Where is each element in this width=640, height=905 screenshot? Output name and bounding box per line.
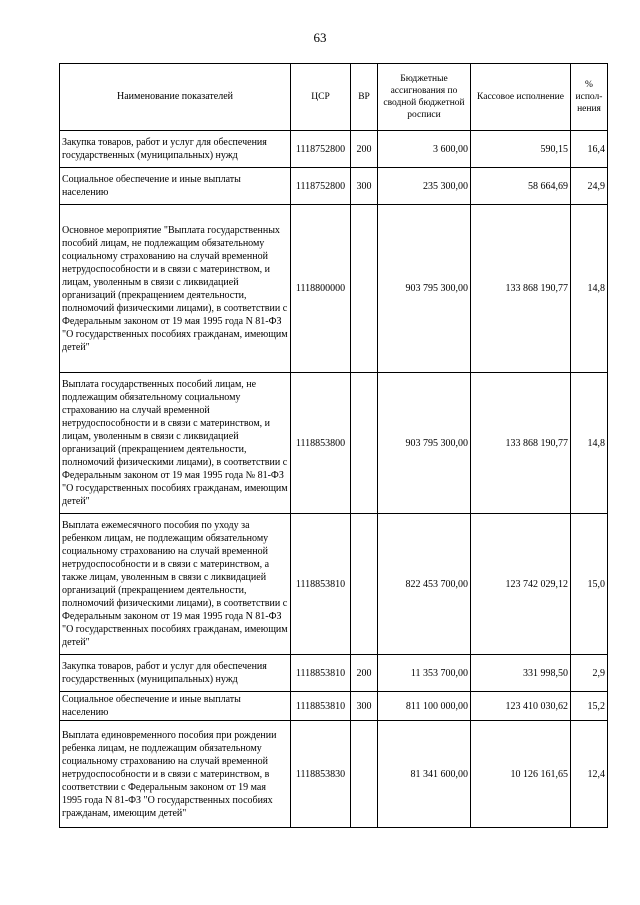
row-csr: 1118752800 — [291, 168, 351, 205]
row-cash: 590,15 — [471, 131, 571, 168]
row-csr: 1118752800 — [291, 131, 351, 168]
row-budget: 811 100 000,00 — [378, 692, 471, 721]
row-percent: 14,8 — [571, 373, 608, 514]
row-name: Закупка товаров, работ и услуг для обеспечения государственных (муниципальных) нужд — [60, 655, 291, 692]
table-row — [60, 131, 608, 168]
row-name: Основное мероприятие "Выплата государственных пособий лицам, не подлежащим обязательному социальному страхованию на случай временной нетрудоспособности и в связи с материнством, и лицам, уволенным в связи с ликвидацией организаций (прекращением деятельности, полномочий физическими лицами), в соответствии с Федеральным законом от 19 мая 1995 года N 81-ФЗ "О государственных пособиях гражданам, имеющим детей" — [60, 205, 291, 373]
table-row — [60, 205, 608, 373]
header-percent: % испол-нения — [571, 64, 608, 131]
row-cash: 133 868 190,77 — [471, 205, 571, 373]
row-percent: 16,4 — [571, 131, 608, 168]
row-cash: 133 868 190,77 — [471, 373, 571, 514]
row-percent: 15,0 — [571, 514, 608, 655]
row-csr: 1118853810 — [291, 655, 351, 692]
header-cash: Кассовое исполнение — [471, 64, 571, 131]
row-percent: 15,2 — [571, 692, 608, 721]
row-vr — [351, 514, 378, 655]
budget-execution-table — [59, 63, 608, 828]
row-cash: 123 742 029,12 — [471, 514, 571, 655]
header-vr: ВР — [351, 64, 378, 131]
header-budget: Бюджетные ассигнования по сводной бюджетной росписи — [378, 64, 471, 131]
table-row — [60, 373, 608, 514]
row-vr — [351, 205, 378, 373]
row-budget: 11 353 700,00 — [378, 655, 471, 692]
row-vr — [351, 373, 378, 514]
row-name: Социальное обеспечение и иные выплаты населению — [60, 692, 291, 721]
table-row — [60, 168, 608, 205]
table-row — [60, 692, 608, 721]
row-name: Выплата единовременного пособия при рождении ребенка лицам, не подлежащим обязательному социальному страхованию на случай временной нетрудоспособности и в связи с материнством, в соответствии с Федеральным законом от 19 мая 1995 года N 81-ФЗ "О государственных пособиях гражданам, имеющим детей" — [60, 721, 291, 828]
row-vr: 200 — [351, 655, 378, 692]
row-cash: 123 410 030,62 — [471, 692, 571, 721]
row-name: Выплата государственных пособий лицам, не подлежащим обязательному социальному страхованию на случай временной нетрудоспособности и в связи с материнством, и лицам, уволенным в связи с ликвидацией организаций (прекращением деятельности, полномочий физическими лицами), в соответствии с Федеральным законом от 19 мая 1995 года № 81-ФЗ "О государственных пособиях гражданам, имеющим детей" — [60, 373, 291, 514]
row-budget: 3 600,00 — [378, 131, 471, 168]
row-percent: 24,9 — [571, 168, 608, 205]
row-vr: 200 — [351, 131, 378, 168]
header-csr: ЦСР — [291, 64, 351, 131]
row-vr: 300 — [351, 692, 378, 721]
row-csr: 1118853800 — [291, 373, 351, 514]
row-cash: 58 664,69 — [471, 168, 571, 205]
row-cash: 331 998,50 — [471, 655, 571, 692]
row-csr: 1118853810 — [291, 514, 351, 655]
row-budget: 903 795 300,00 — [378, 205, 471, 373]
page-number: 63 — [313, 30, 327, 45]
row-name: Социальное обеспечение и иные выплаты населению — [60, 168, 291, 205]
row-budget: 822 453 700,00 — [378, 514, 471, 655]
table-row — [60, 721, 608, 828]
row-cash: 10 126 161,65 — [471, 721, 571, 828]
row-name: Выплата ежемесячного пособия по уходу за ребенком лицам, не подлежащим обязательному социальному страхованию на случай временной нетрудоспособности и в связи с материнством, а также лицам, уволенным в связи с ликвидацией организаций (прекращением деятельности, полномочий физическими лицами), в соответствии с Федеральным законом от 19 мая 1995 года N 81-ФЗ "О государственных пособиях гражданам, имеющим детей" — [60, 514, 291, 655]
row-budget: 903 795 300,00 — [378, 373, 471, 514]
row-budget: 81 341 600,00 — [378, 721, 471, 828]
row-name: Закупка товаров, работ и услуг для обеспечения государственных (муниципальных) нужд — [60, 131, 291, 168]
row-percent: 2,9 — [571, 655, 608, 692]
row-vr: 300 — [351, 168, 378, 205]
row-csr: 1118800000 — [291, 205, 351, 373]
row-budget: 235 300,00 — [378, 168, 471, 205]
table-row — [60, 514, 608, 655]
row-csr: 1118853830 — [291, 721, 351, 828]
table-header-row — [60, 64, 608, 131]
row-vr — [351, 721, 378, 828]
header-name: Наименование показателей — [60, 64, 291, 131]
row-csr: 1118853810 — [291, 692, 351, 721]
table-row — [60, 655, 608, 692]
row-percent: 12,4 — [571, 721, 608, 828]
row-percent: 14,8 — [571, 205, 608, 373]
